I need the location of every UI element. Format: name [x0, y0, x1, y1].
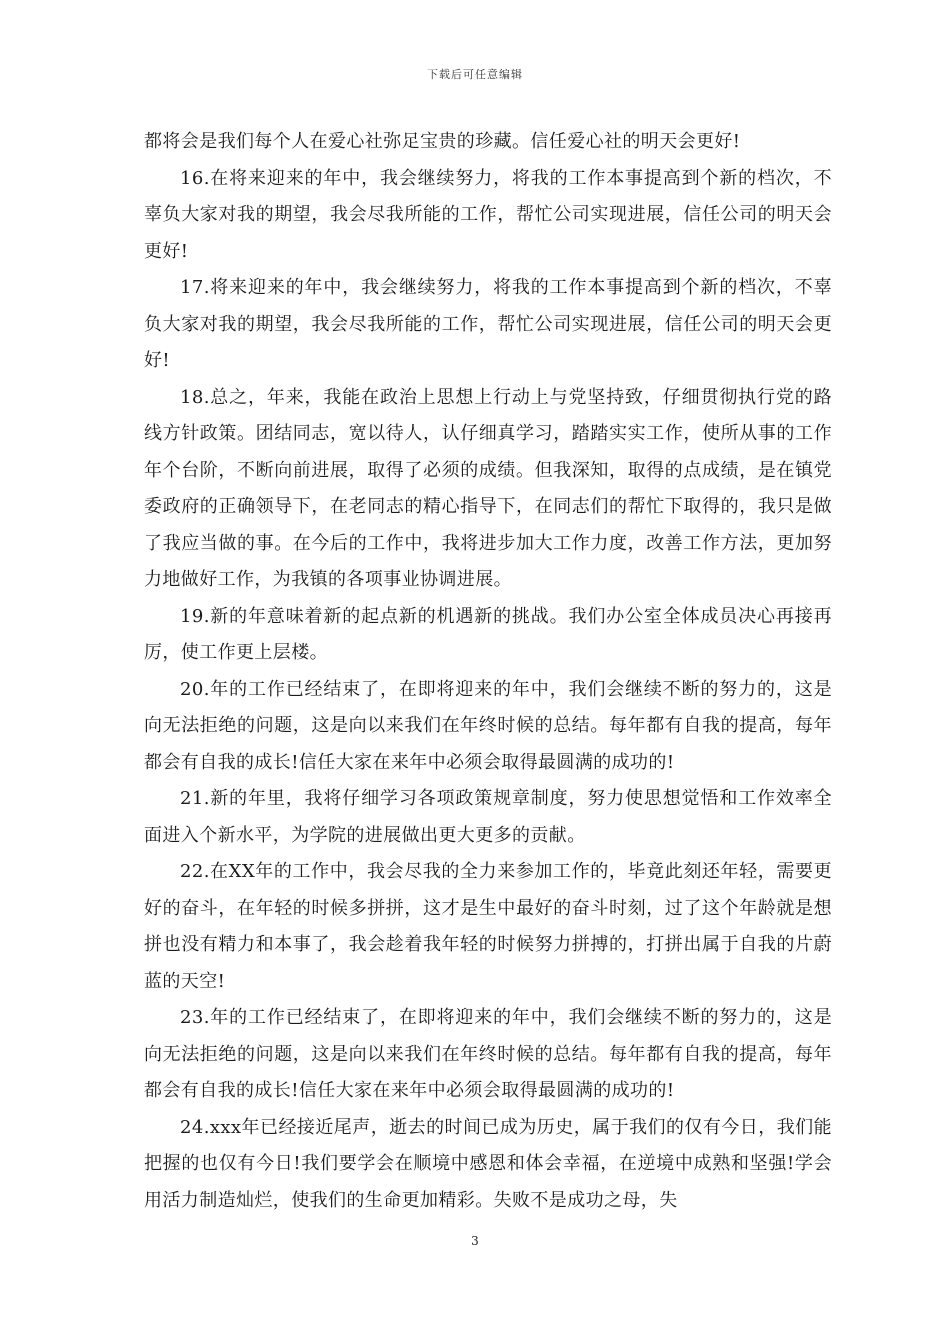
page-number: 3 — [471, 1234, 479, 1248]
paragraph-17: 17.将来迎来的年中，我会继续努力，将我的工作本事提高到个新的档次，不辜负大家对我的期望，我会尽我所能的工作，帮忙公司实现进展，信任公司的明天会更好! — [144, 277, 832, 371]
paragraph-23: 23.年的工作已经结束了，在即将迎来的年中，我们会继续不断的努力的，这是向无法拒绝的问题，这是向以来我们在年终时候的总结。每年都有自我的提高，每年都会有自我的成长!信任大家在来年中必须会取得最圆满的成功的! — [144, 1007, 832, 1101]
page-header: 下载后可任意编辑 — [427, 68, 523, 81]
paragraph-continuation: 都将会是我们每个人在爱心社弥足宝贵的珍藏。信任爱心社的明天会更好! — [144, 131, 741, 152]
paragraph-18: 18.总之，年来，我能在政治上思想上行动上与党坚持致，仔细贯彻执行党的路线方针政策。团结同志，宽以待人，认仔细真学习，踏踏实实工作，使所从事的工作年个台阶，不断向前进展，取得了必须的成绩。但我深知，取得的点成绩，是在镇党委政府的正确领导下，在老同志的精心指导下，在同志们的帮忙下取得的，我只是做了我应当做的事。在今后的工作中，我将进步加大工作力度，改善工作方法，更加努力地做好工作，为我镇的各项事业协调进展。 — [144, 386, 832, 590]
paragraph-16: 16.在将来迎来的年中，我会继续努力，将我的工作本事提高到个新的档次，不辜负大家对我的期望，我会尽我所能的工作，帮忙公司实现进展，信任公司的明天会更好! — [144, 167, 832, 262]
paragraph-21: 21.新的年里，我将仔细学习各项政策规章制度，努力使思想觉悟和工作效率全面进入个新水平，为学院的进展做出更大更多的贡献。 — [144, 788, 832, 846]
document-body — [144, 124, 832, 1219]
paragraph-22: 22.在XX年的工作中，我会尽我的全力来参加工作的，毕竟此刻还年轻，需要更好的奋斗，在年轻的时候多拼拼，这才是生中最好的奋斗时刻，过了这个年龄就是想拼也没有精力和本事了，我会趁着我年轻的时候努力拼搏的，打拼出属于自我的片蔚蓝的天空! — [144, 861, 832, 992]
paragraph-20: 20.年的工作已经结束了，在即将迎来的年中，我们会继续不断的努力的，这是向无法拒绝的问题，这是向以来我们在年终时候的总结。每年都有自我的提高，每年都会有自我的成长!信任大家在来年中必须会取得最圆满的成功的! — [144, 678, 832, 773]
paragraph-19: 19.新的年意味着新的起点新的机遇新的挑战。我们办公室全体成员决心再接再厉，使工作更上层楼。 — [144, 605, 832, 663]
paragraph-24: 24.xxx年已经接近尾声，逝去的时间已成为历史，属于我们的仅有今日，我们能把握的也仅有今日!我们要学会在顺境中感恩和体会幸福，在逆境中成熟和坚强!学会用活力制造灿烂，使我们的生命更加精彩。失败不是成功之母，失 — [144, 1116, 832, 1211]
